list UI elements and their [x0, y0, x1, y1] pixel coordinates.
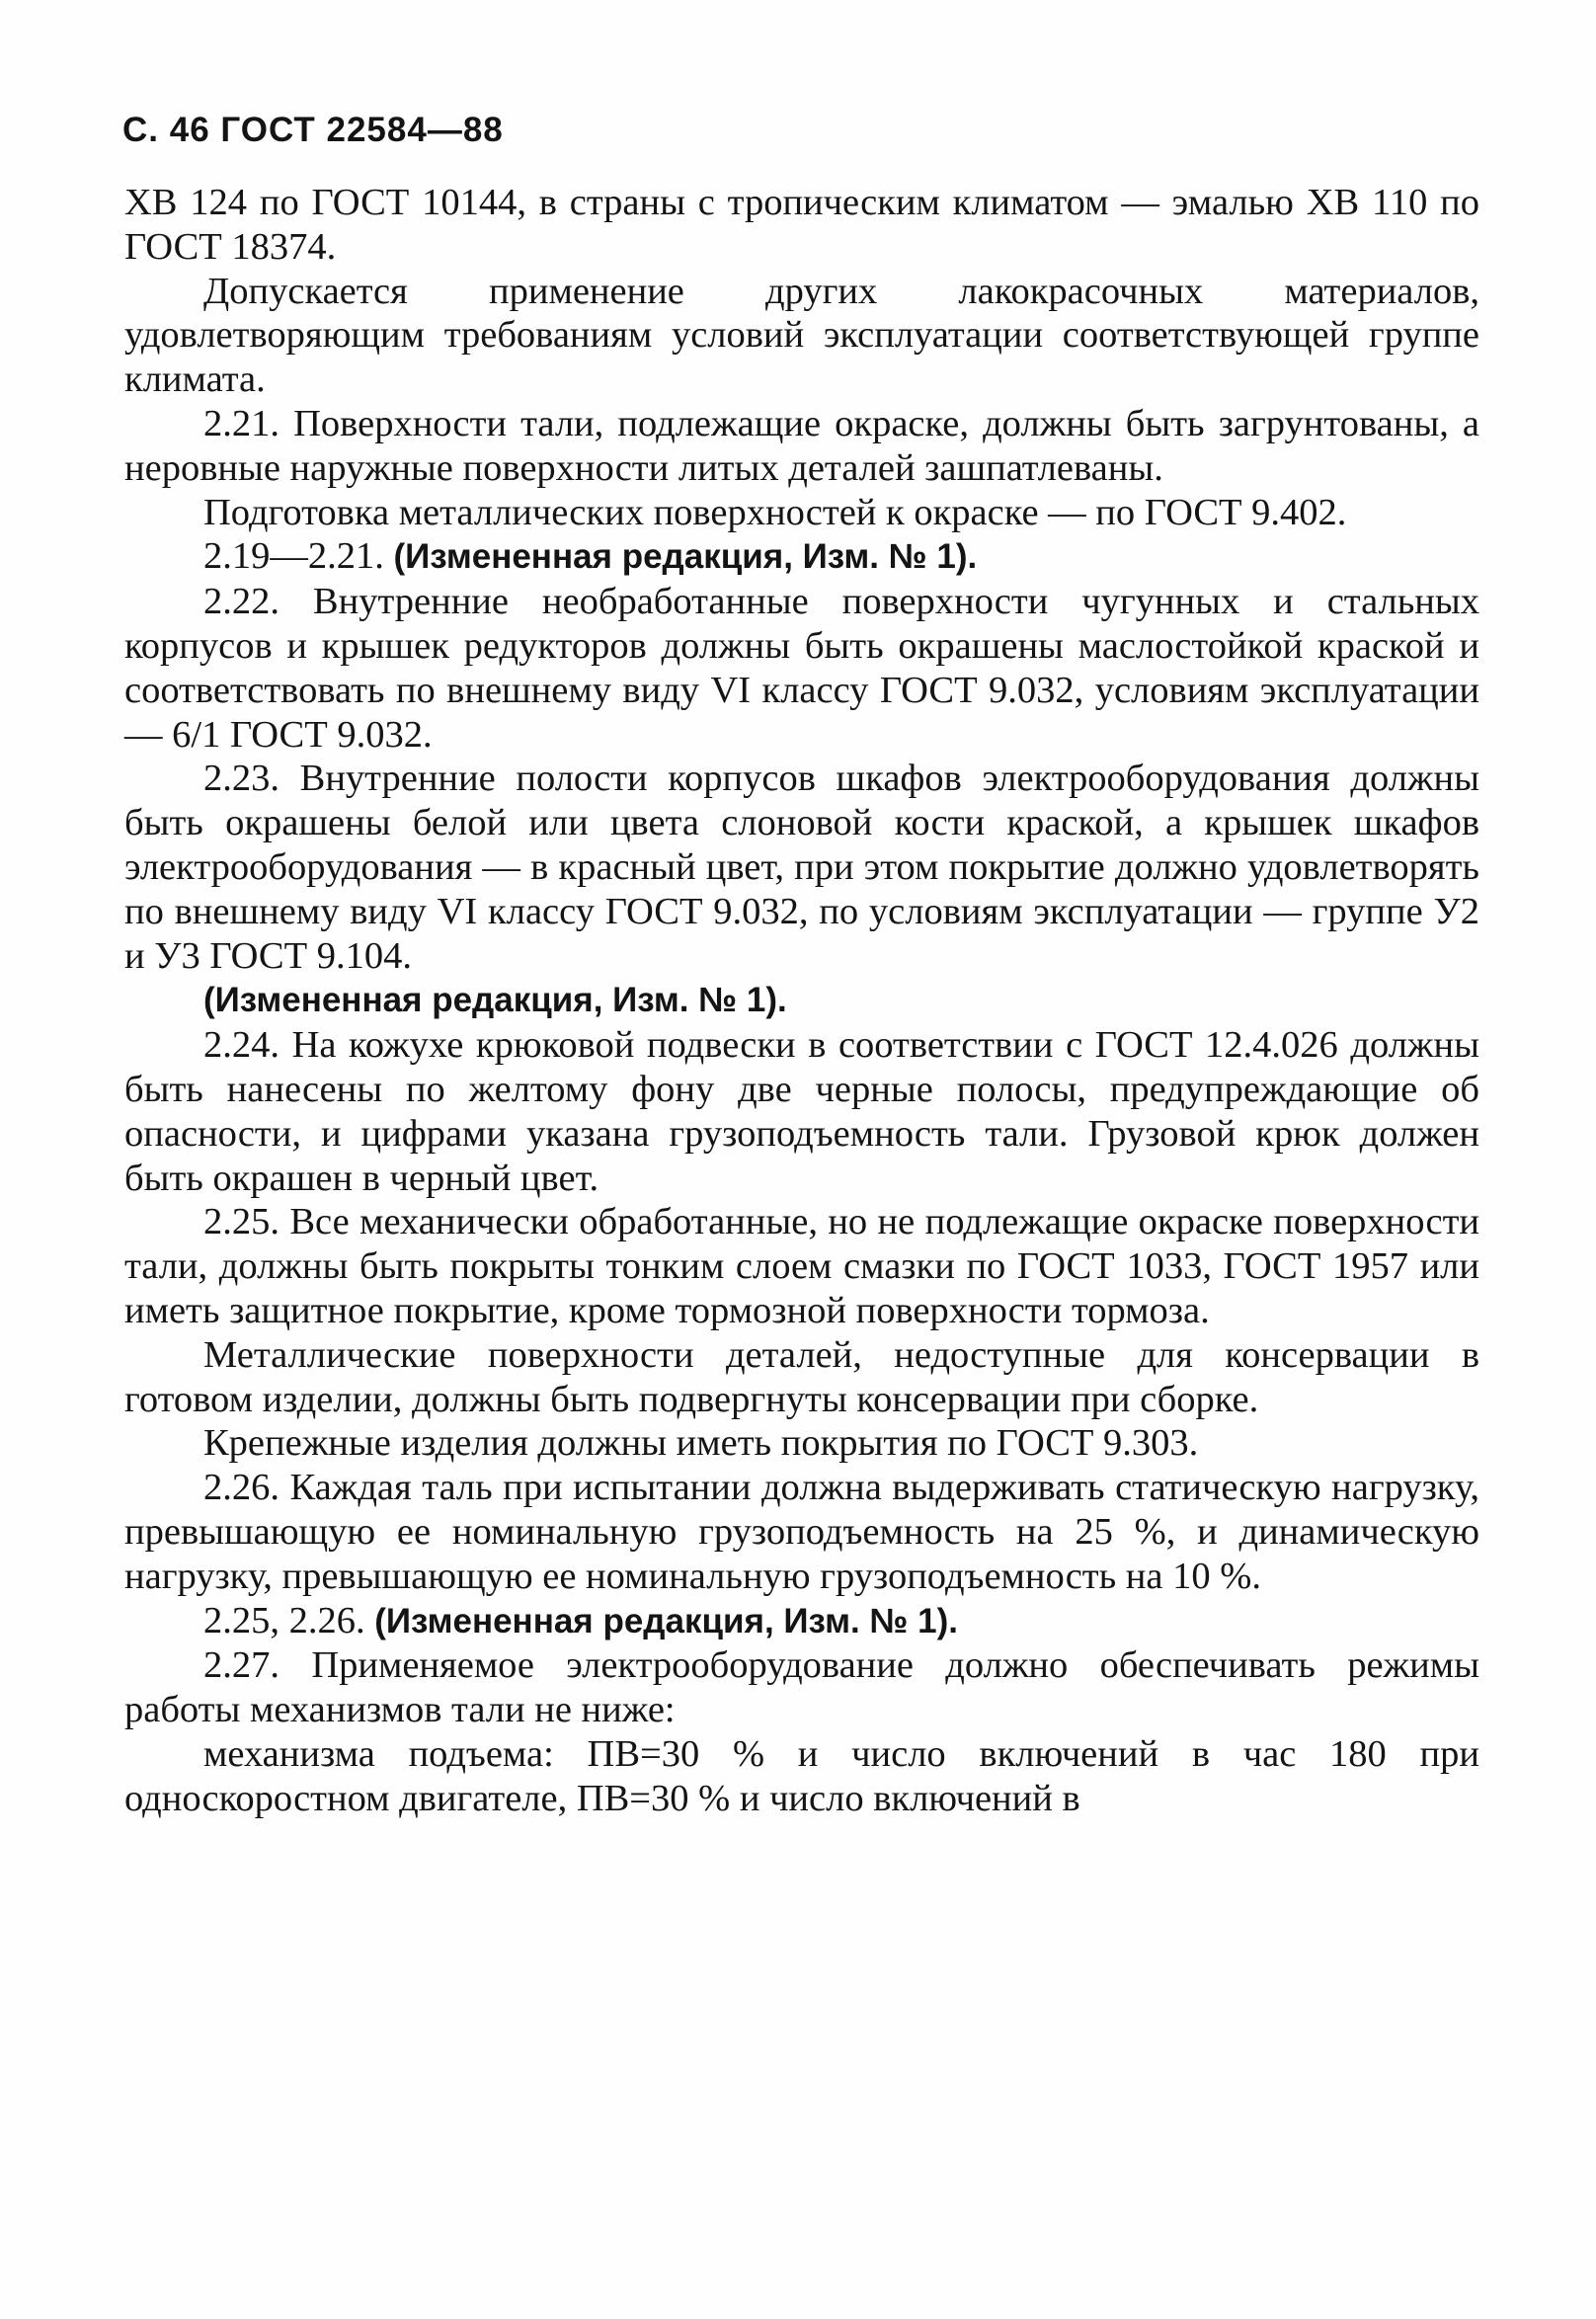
paragraph: [124, 270, 1479, 402]
paragraph: [124, 978, 1479, 1023]
paragraph-text: 2.27. Применяемое электрооборудование должно обеспечивать режимы работы механизмов тали не ниже:: [124, 1644, 1479, 1731]
paragraph-text: 2.22. Внутренние необработанные поверхности чугунных и стальных корпусов и крышек редукторов должны быть окрашены маслостойкой краской и соответствовать по внешнему виду VI классу ГОСТ 9.032, условиям эксплуатации — 6/1 ГОСТ 9.032.: [124, 581, 1479, 756]
paragraph-text: Металлические поверхности деталей, недоступные для консервации в готовом изделии, должны быть подвергнуты консервации при сборке.: [124, 1333, 1479, 1420]
paragraph-text: Допускается применение других лакокрасочных материалов, удовлетворяющим требованиям условий эксплуатации соответствующей группе климата.: [124, 270, 1479, 401]
paragraph: [124, 1732, 1479, 1821]
amendment-note: (Измененная редакция, Изм. № 1).: [393, 537, 978, 577]
paragraph: [124, 181, 1479, 270]
paragraph: [124, 1333, 1479, 1422]
paragraph: [124, 757, 1479, 978]
paragraph-text: 2.21. Поверхности тали, подлежащие окраске, должны быть загрунтованы, а неровные наружные поверхности литых деталей зашпатлеваны.: [124, 402, 1479, 489]
paragraph: [124, 1466, 1479, 1598]
document-body: [124, 181, 1479, 1820]
paragraph-text: 2.25, 2.26.: [203, 1599, 375, 1641]
paragraph-text: 2.25. Все механически обработанные, но не подлежащие окраске поверхности тали, должны быть покрыты тонким слоем смазки по ГОСТ 1033, ГОСТ 1957 или иметь защитное покрытие, кроме тормозной поверхности тормоза.: [124, 1201, 1479, 1331]
amendment-note: (Измененная редакция, Изм. № 1).: [374, 1601, 958, 1640]
paragraph-text: ХВ 124 по ГОСТ 10144, в страны с тропическим климатом — эмалью ХВ 110 по ГОСТ 18374.: [124, 182, 1479, 268]
paragraph-text: Подготовка металлических поверхностей к окраске — по ГОСТ 9.402.: [203, 491, 1347, 533]
page-header: С. 46 ГОСТ 22584—88: [122, 111, 504, 149]
paragraph: [124, 1599, 1479, 1644]
paragraph-text: Крепежные изделия должны иметь покрытия по ГОСТ 9.303.: [203, 1422, 1199, 1465]
paragraph: [124, 491, 1479, 535]
paragraph: [124, 1643, 1479, 1732]
paragraph: [124, 534, 1479, 580]
paragraph-text: 2.19—2.21.: [203, 535, 394, 578]
paragraph: [124, 1200, 1479, 1332]
paragraph: [124, 1023, 1479, 1200]
paragraph: [124, 1421, 1479, 1466]
paragraph: [124, 402, 1479, 491]
amendment-note: (Измененная редакция, Изм. № 1).: [203, 981, 787, 1020]
paragraph-text: 2.23. Внутренние полости корпусов шкафов электрооборудования должны быть окрашены белой или цвета слоновой кости краской, а крышек шкафов электрооборудования — в красный цвет, при этом покрытие должно удовлетворять по внешнему виду VI классу ГОСТ 9.032, по условиям эксплуатации — группе У2 и У3 ГОСТ 9.104.: [124, 758, 1479, 977]
paragraph-text: 2.24. На кожухе крюковой подвески в соответствии с ГОСТ 12.4.026 должны быть нанесены по желтому фону две черные полосы, предупреждающие об опасности, и цифрами указана грузоподъемность тали. Грузовой крюк должен быть окрашен в черный цвет.: [124, 1024, 1479, 1199]
paragraph-text: механизма подъема: ПВ=30 % и число включений в час 180 при односкоростном двигателе, ПВ=30 % и число включений в: [124, 1732, 1479, 1819]
paragraph: [124, 580, 1479, 757]
paragraph-text: 2.26. Каждая таль при испытании должна выдерживать статическую нагрузку, превышающую ее номинальную грузоподъемность на 25 %, и динамическую нагрузку, превышающую ее номинальную грузоподъемность на 10 %.: [124, 1467, 1479, 1597]
